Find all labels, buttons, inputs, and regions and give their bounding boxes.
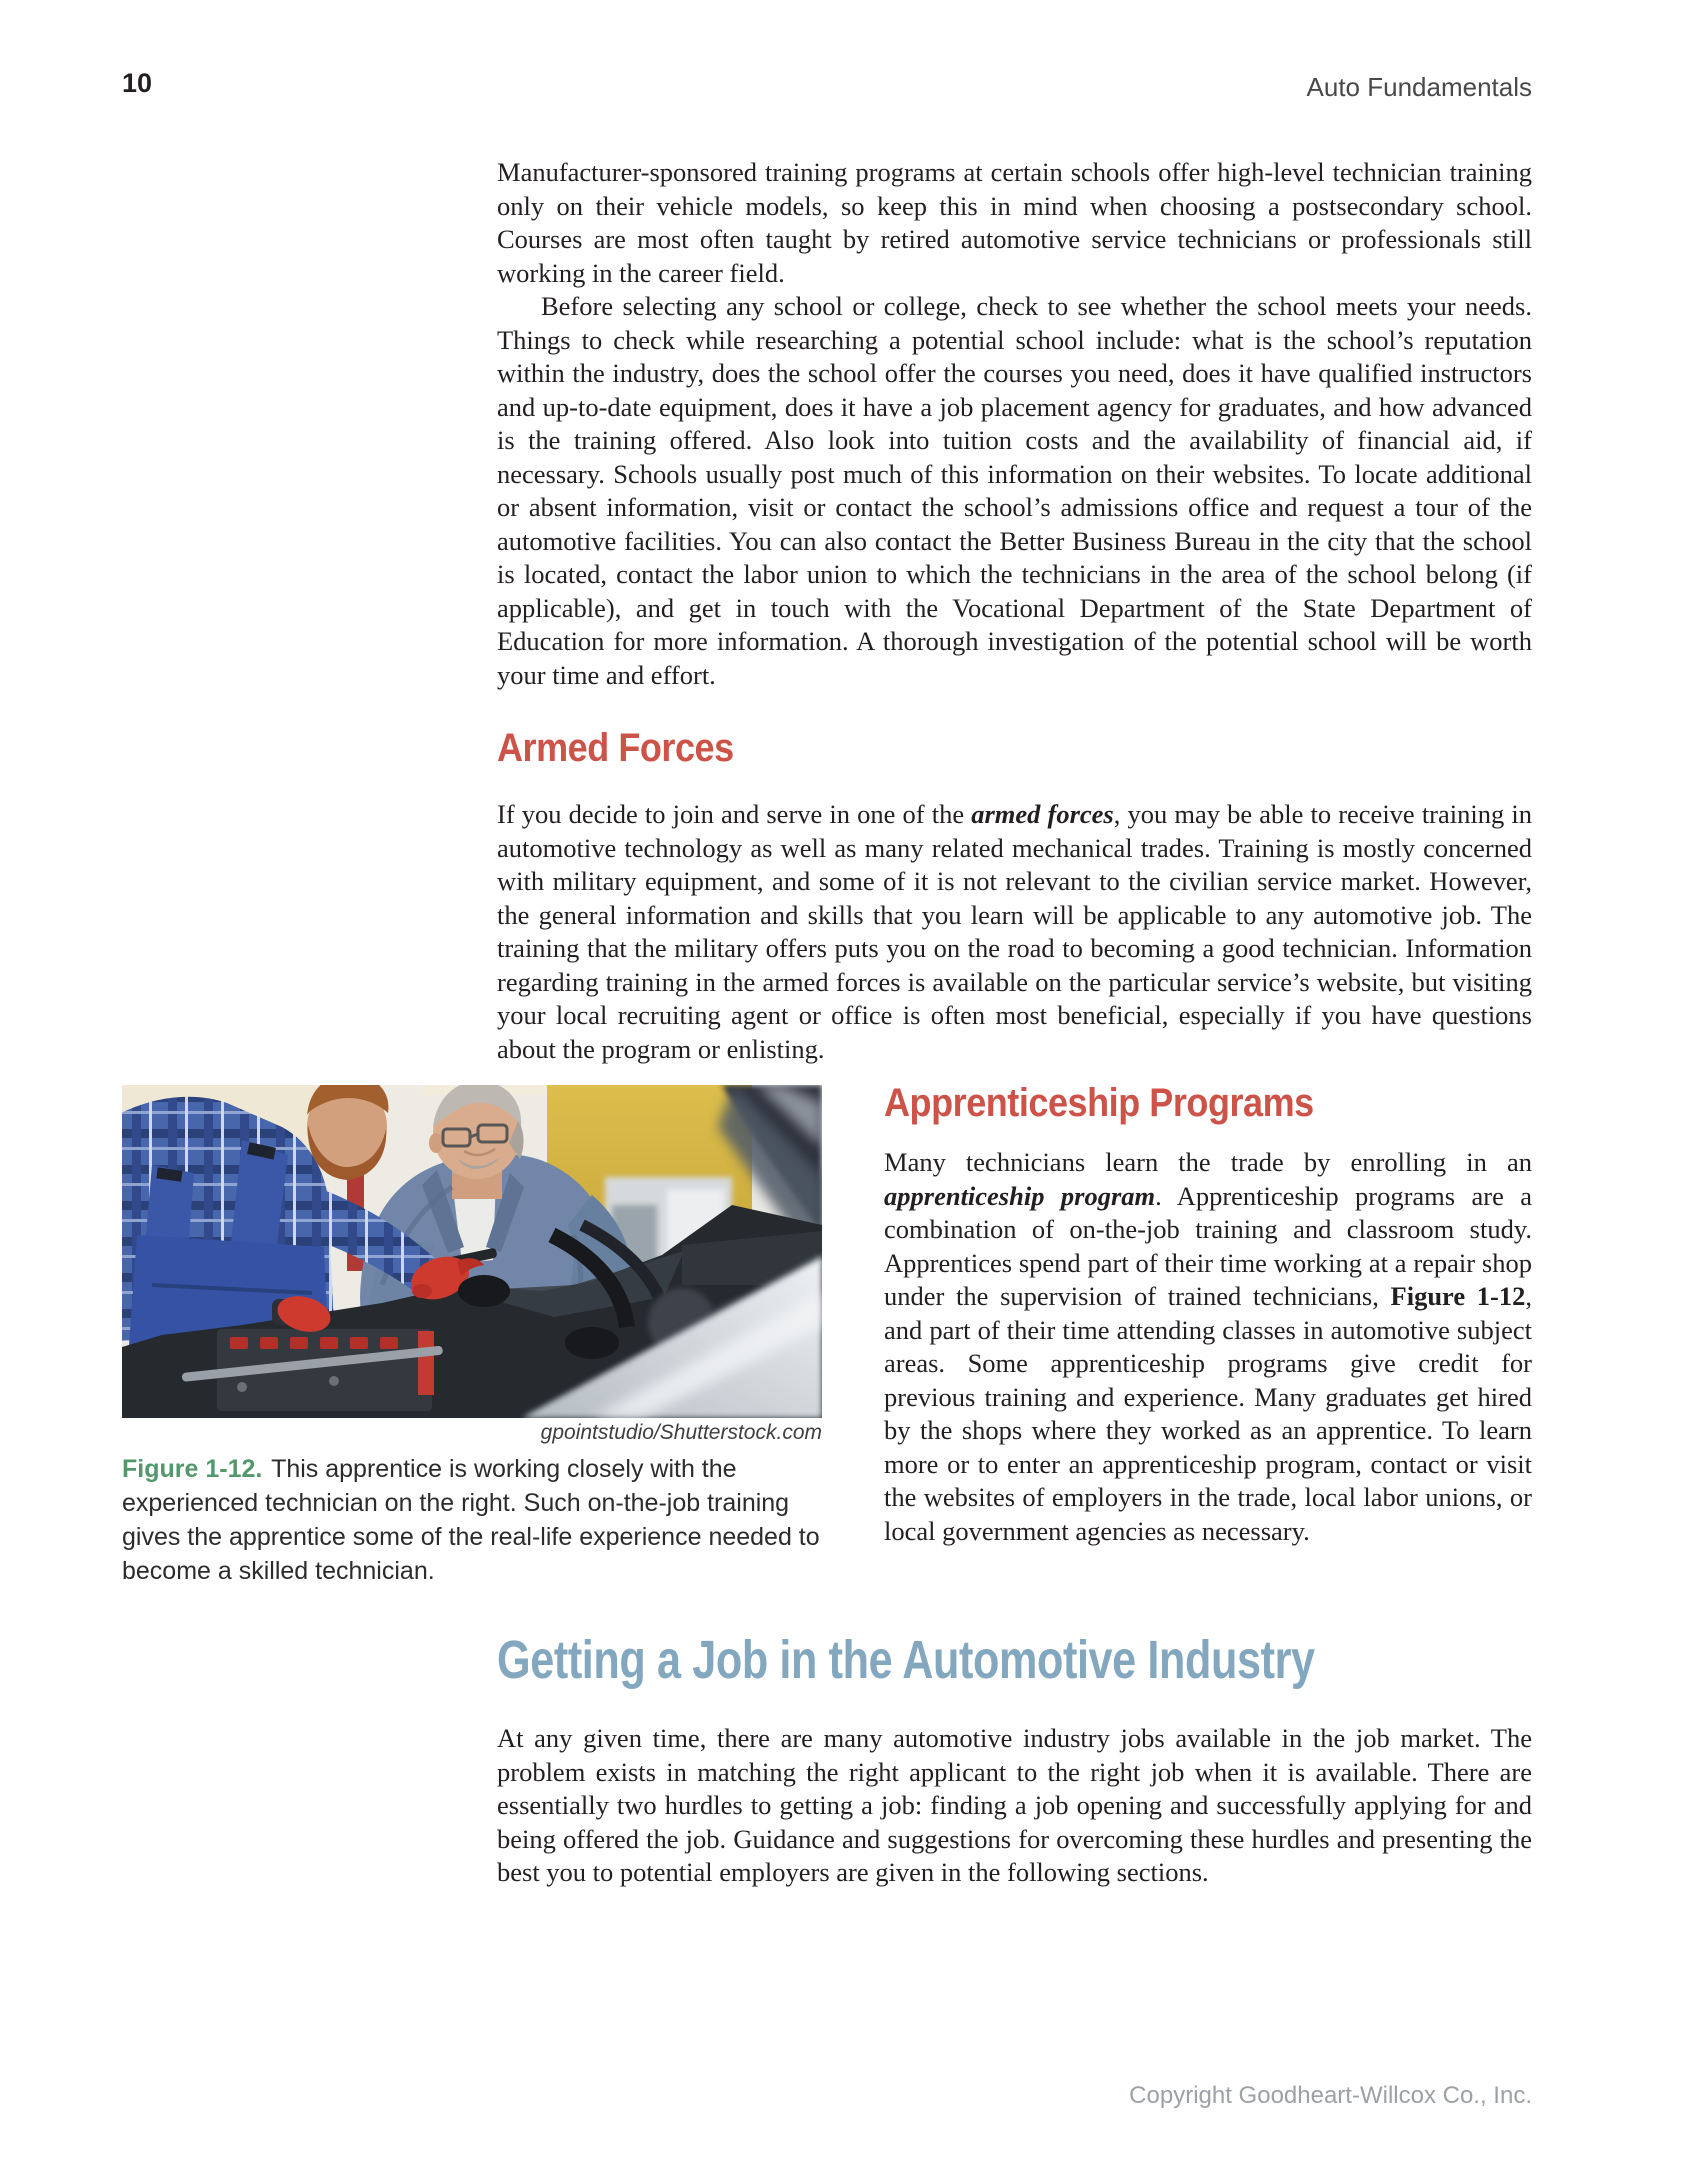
apprenticeship-paragraph xyxy=(884,1146,1532,1548)
getting-job-heading: Getting a Job in the Automotive Industry xyxy=(497,1630,1315,1690)
figure-caption xyxy=(122,1452,828,1588)
apprentice-photo xyxy=(122,1085,822,1418)
apprenticeship-key-term: apprenticeship program xyxy=(884,1180,1156,1211)
getting-job-text: At any given time, there are many automotive industry jobs available in the job market. The problem exists in matching the right applicant to the right job when it is available. There are essentially two hurdles to getting a job: finding a job opening and successfully applying for and being offered the job. Guidance and suggestions for overcoming these hurdles and presenting the best you to potential employers are given in the following sections. xyxy=(497,1723,1532,1887)
intro-paragraph-2 xyxy=(497,290,1532,692)
armed-forces-text-pre: If you decide to join and serve in one of the xyxy=(497,799,972,829)
getting-job-paragraph xyxy=(497,1722,1532,1890)
figure-reference: Figure 1-12 xyxy=(1390,1281,1526,1311)
getting-job-section xyxy=(497,1722,1532,1890)
armed-forces-paragraph xyxy=(497,798,1532,1066)
figure-caption-text: This apprentice is working closely with the experienced technician on the right. Such on-the-job training gives the apprentice some of the real-life experience needed to become a skilled technician. xyxy=(122,1455,820,1585)
apprenticeship-text-pre: Many technicians learn the trade by enrolling in an xyxy=(884,1147,1532,1177)
apprenticeship-text-mid: . Apprenticeship programs are a combination of on-the-job training and classroom study. Apprentices spend part of their time working at a repair shop under the supervision of trained technicians, xyxy=(884,1180,1532,1311)
armed-forces-heading: Armed Forces xyxy=(497,726,734,770)
intro-paragraph-1 xyxy=(497,156,1532,290)
armed-forces-text-post: , you may be able to receive training in automotive technology as well as many related mechanical trades. Training is mostly concerned with military equipment, and some of it is not relevant to the civilian service market. However, the general information and skills that you learn will be applicable to any automotive job. The training that the military offers puts you on the road to becoming a good technician. Information regarding training in the armed forces is available on the particular service’s website, but visiting your local recruiting agent or office is often most beneficial, especially if you have questions about the program or enlisting. xyxy=(497,799,1532,1064)
figure-credit: gpointstudio/Shutterstock.com xyxy=(540,1421,822,1444)
intro-section xyxy=(497,156,1532,692)
armed-forces-key-term: armed forces xyxy=(971,799,1114,829)
figure-image xyxy=(122,1085,822,1418)
figure-label: Figure 1-12. xyxy=(122,1455,263,1483)
apprenticeship-text-post: , and part of their time attending classes in automotive subject areas. Some apprenticeship programs give credit for previous training and experience. Many graduates get hired by the shops where they worked as an apprentice. To learn more or to enter an apprenticeship program, contact or visit the websites of employers in the trade, local labor unions, or local government agencies as necessary. xyxy=(884,1281,1532,1546)
intro-paragraph-2-text: Before selecting any school or college, check to see whether the school meets your needs. Things to check while researching a potential school include: what is the school’s reputation within the industry, does the school offer the courses you need, does it have qualified instructors and up-to-date equipment, does it have a job placement agency for graduates, and how advanced is the training offered. Also look into tuition costs and the availability of financial aid, if necessary. Schools usually post much of this information on their websites. To locate additional or absent information, visit or contact the school’s admissions office and request a tour of the automotive facilities. You can also contact the Better Business Bureau in the city that the school is located, contact the labor union to which the technicians in the area of the school belong (if applicable), and get in touch with the Vocational Department of the State Department of Education for more information. A thorough investigation of the potential school will be worth your time and effort. xyxy=(497,291,1532,690)
page-number: 10 xyxy=(122,68,153,98)
running-header: Auto Fundamentals xyxy=(1306,72,1532,102)
apprenticeship-section xyxy=(884,1082,1532,1548)
copyright-notice: Copyright Goodheart-Willcox Co., Inc. xyxy=(1129,2082,1532,2109)
intro-paragraph-1-text: Manufacturer-sponsored training programs at certain schools offer high-level technician training only on their vehicle models, so keep this in mind when choosing a postsecondary school. Courses are most often taught by retired automotive service technicians or professionals still working in the career field. xyxy=(497,157,1532,288)
armed-forces-section xyxy=(497,798,1532,1066)
apprenticeship-heading: Apprenticeship Programs xyxy=(884,1081,1314,1125)
